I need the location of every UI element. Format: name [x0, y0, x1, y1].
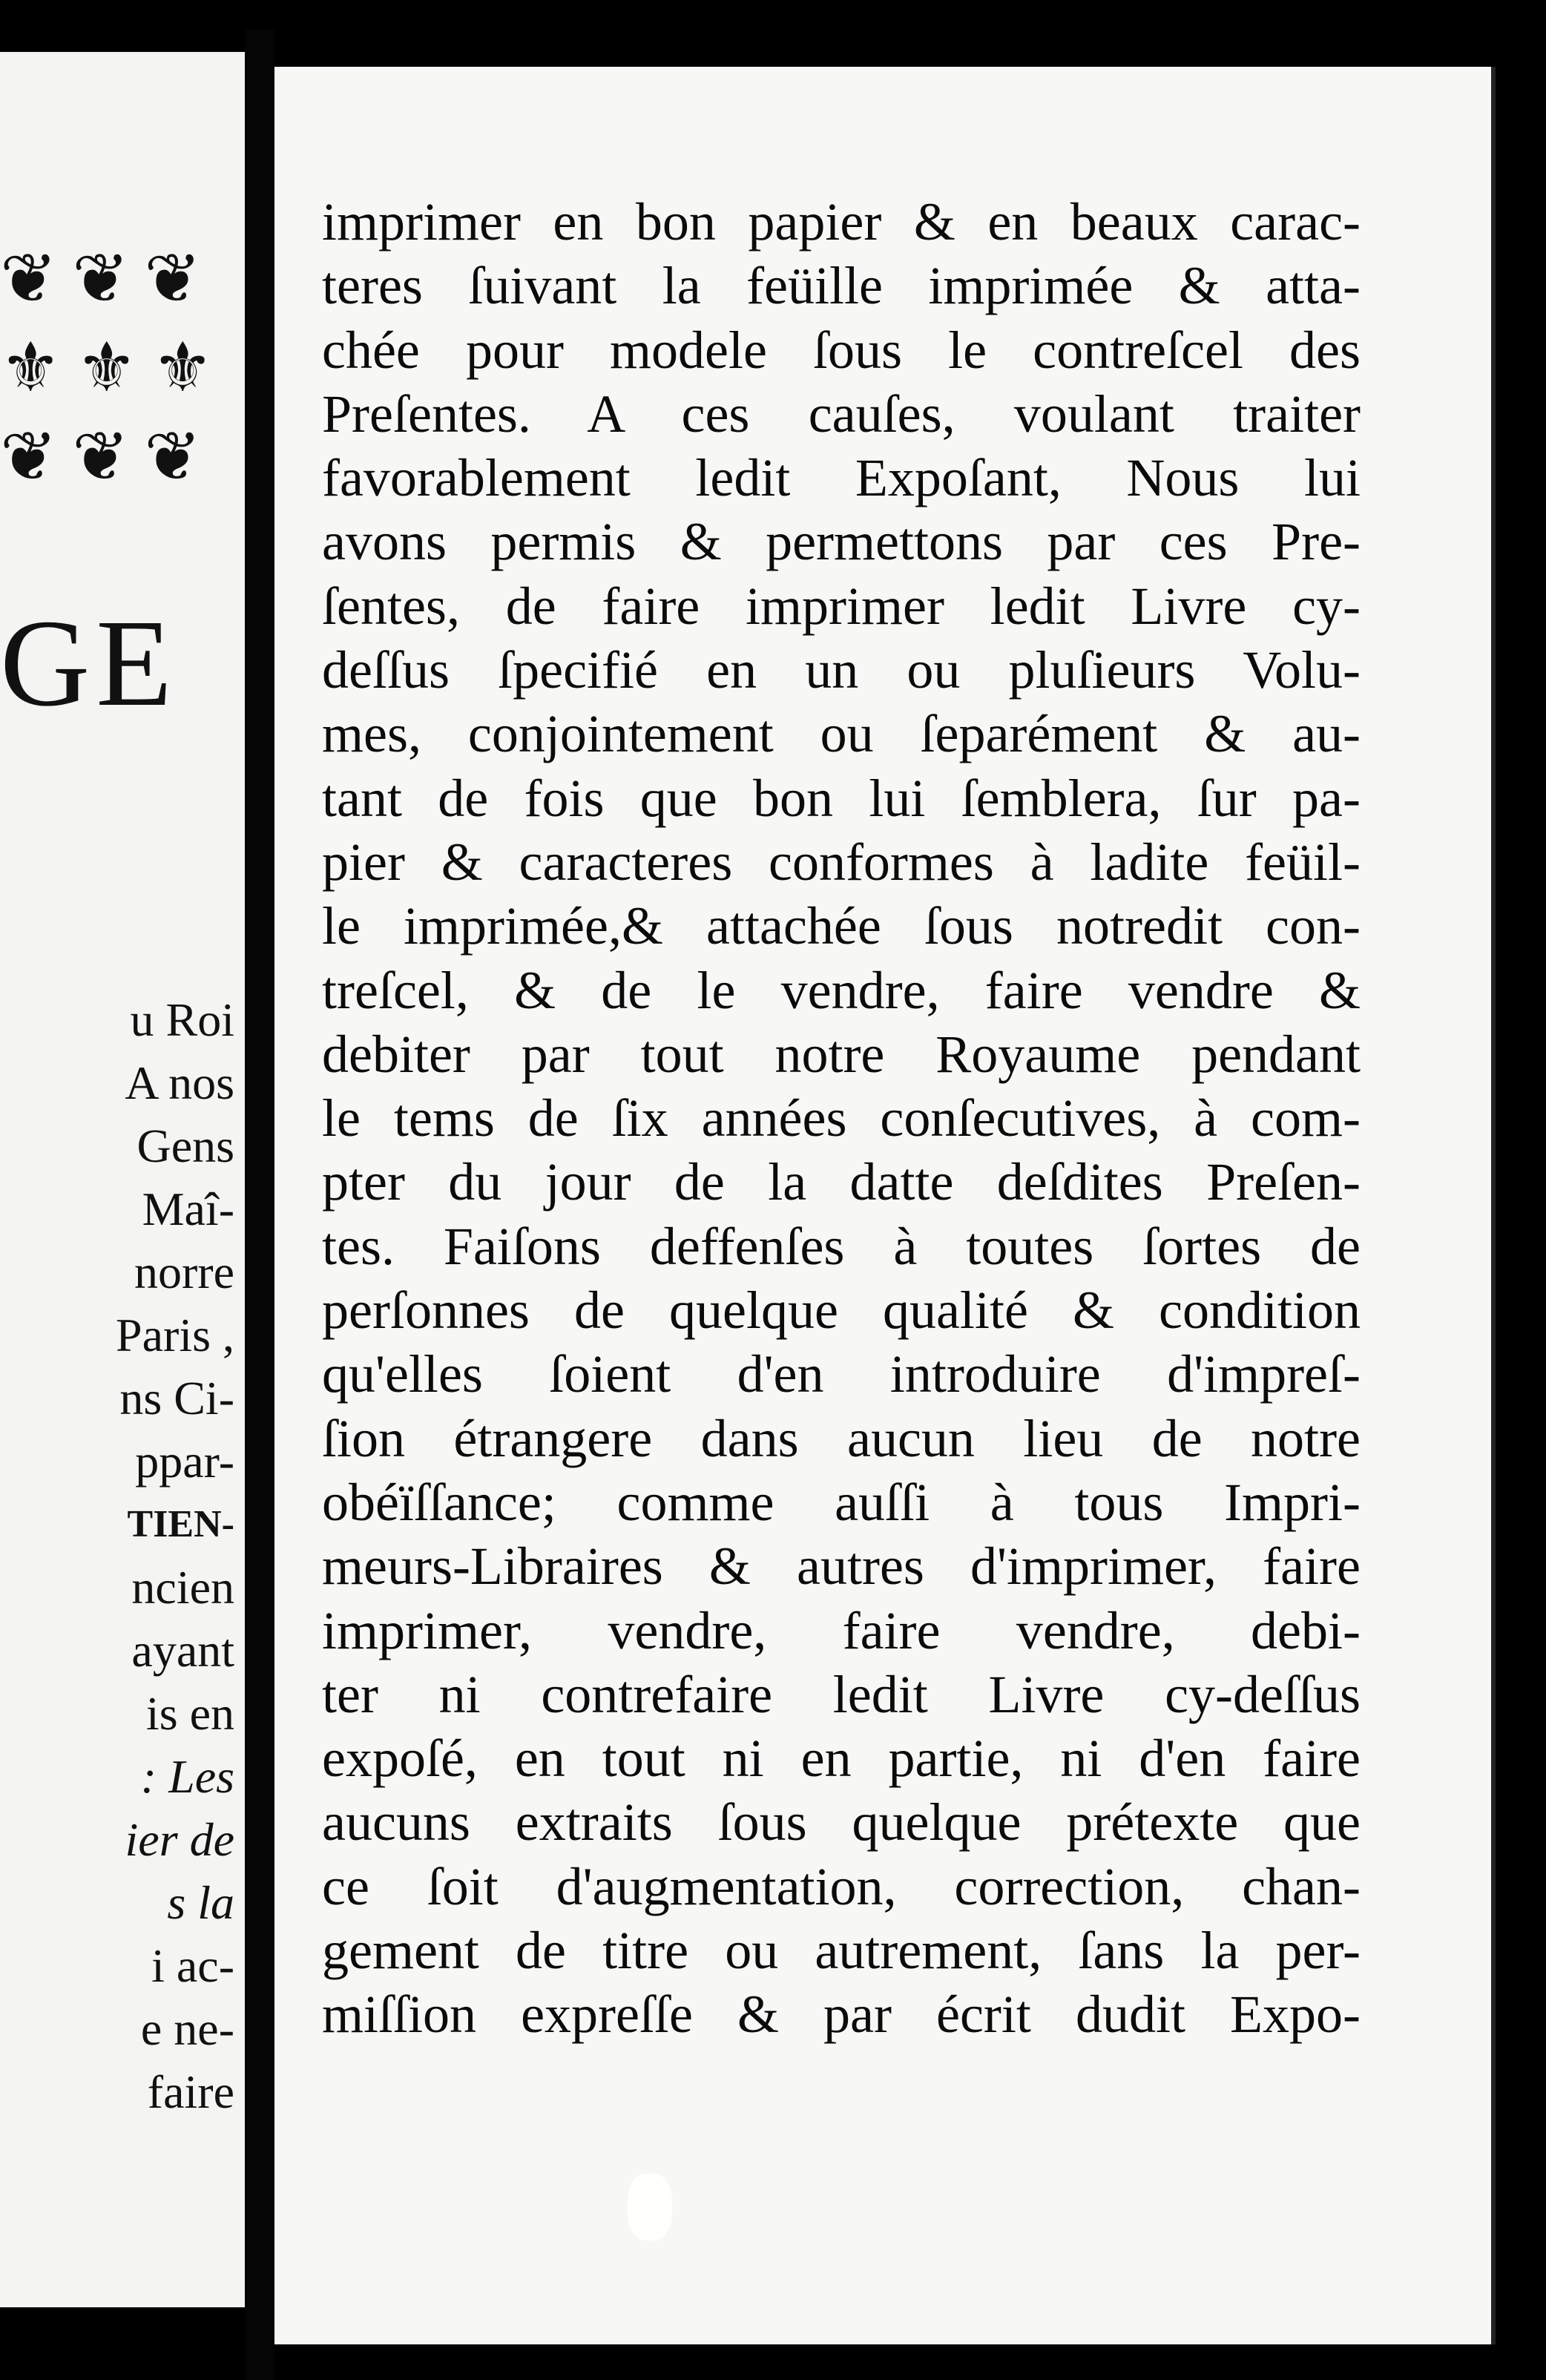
fleuron-icon: ❦ [0, 417, 58, 496]
text-line: mes, conjointement ou ſeparément & au- [322, 704, 1361, 764]
text-line: meurs-Libraires & autres d'imprimer, faire [322, 1536, 1361, 1597]
fleur-de-lis-icon: ⚜ [0, 328, 62, 407]
left-page-line: ncien [131, 1561, 234, 1614]
text-line: ter ni contrefaire ledit Livre cy-deſſus [322, 1664, 1361, 1724]
text-line: deſſus ſpecifié en un ou pluſieurs Volu- [322, 640, 1361, 700]
left-page-line: TIEN- [127, 1503, 234, 1545]
left-page-text-lines [116, 988, 234, 2123]
text-line: tant de fois que bon lui ſemblera, ſur pa- [322, 768, 1361, 828]
text-line: gement de titre ou autrement, ſans la per- [322, 1921, 1361, 1981]
text-line: le tems de ſix années conſecutives, à com- [322, 1088, 1361, 1148]
text-line: pter du jour de la datte deſdites Preſen- [322, 1152, 1361, 1212]
privilege-text-block [322, 190, 1361, 2047]
text-line: teres ſuivant la feüille imprimée & atta- [322, 256, 1361, 316]
left-page-line: s la [167, 1876, 234, 1929]
text-line: chée pour modele ſous le contreſcel des [322, 320, 1361, 380]
text-line: miſſion expreſſe & par écrit dudit Expo- [322, 1985, 1361, 2045]
left-page-line: e ne- [140, 2002, 234, 2055]
left-page-heading-fragment: GE [0, 594, 178, 732]
text-line: ſion étrangere dans aucun lieu de notre [322, 1408, 1361, 1468]
left-page-line: Gens [136, 1120, 234, 1172]
left-page-line: : Les [140, 1750, 234, 1803]
text-line: tes. Faiſons deffenſes à toutes ſortes de [322, 1216, 1361, 1276]
fleuron-icon: ❦ [0, 239, 58, 318]
text-line: ce ſoit d'augmentation, correction, chan- [322, 1856, 1361, 1916]
paper-smudge [628, 2174, 672, 2241]
book-gutter [245, 30, 274, 2380]
right-page [274, 67, 1496, 2344]
text-line: avons permis & permettons par ces Pre- [322, 512, 1361, 572]
fleur-de-lis-icon: ⚜ [76, 328, 137, 407]
left-page-line: i ac- [151, 1939, 234, 1992]
text-line: aucuns extraits ſous quelque prétexte que [322, 1792, 1361, 1853]
text-line: Preſentes. A ces cauſes, voulant traiter [322, 384, 1361, 444]
left-page-line: ier de [125, 1813, 234, 1866]
fleuron-icon: ❦ [72, 239, 130, 318]
text-line: favorablement ledit Expoſant, Nous lui [322, 448, 1361, 508]
left-page-fragment [0, 52, 245, 2307]
fleur-de-lis-icon: ⚜ [151, 328, 214, 407]
text-line: debiter par tout notre Royaume pendant [322, 1024, 1361, 1084]
left-page-line: norre [134, 1246, 234, 1298]
left-page-line: ayant [131, 1624, 234, 1677]
fleuron-icon: ❦ [144, 239, 202, 318]
fleuron-icon: ❦ [144, 417, 202, 496]
text-line: expoſé, en tout ni en partie, ni d'en faire [322, 1729, 1361, 1789]
left-page-line: ppar- [135, 1435, 234, 1488]
left-page-line: Maî- [142, 1183, 234, 1235]
text-line: le imprimée,& attachée ſous notredit con- [322, 896, 1361, 956]
fleuron-ornament-row [0, 239, 202, 318]
text-line: pier & caracteres conformes à ladite feüil- [322, 832, 1361, 892]
text-line: perſonnes de quelque qualité & condition [322, 1281, 1361, 1341]
text-line: treſcel, & de le vendre, faire vendre & [322, 960, 1361, 1020]
text-line: qu'elles ſoient d'en introduire d'impreſ- [322, 1344, 1361, 1404]
text-line: obéïſſance; comme auſſi à tous Impri- [322, 1472, 1361, 1532]
text-line: imprimer, vendre, faire vendre, debi- [322, 1600, 1361, 1660]
left-page-line: Paris , [116, 1309, 234, 1361]
fleuron-ornament-row [0, 417, 202, 496]
left-page-line: faire [147, 2065, 234, 2118]
left-page-line: is en [145, 1687, 234, 1740]
fleur-de-lis-ornament-row [0, 328, 214, 407]
left-page-line: u Roi [130, 993, 234, 1046]
text-line: imprimer en bon papier & en beaux carac- [322, 192, 1361, 252]
left-page-line: A nos [125, 1056, 234, 1109]
fleuron-icon: ❦ [72, 417, 130, 496]
text-line: ſentes, de faire imprimer ledit Livre cy- [322, 576, 1361, 636]
left-page-line: ns Ci- [119, 1372, 234, 1424]
